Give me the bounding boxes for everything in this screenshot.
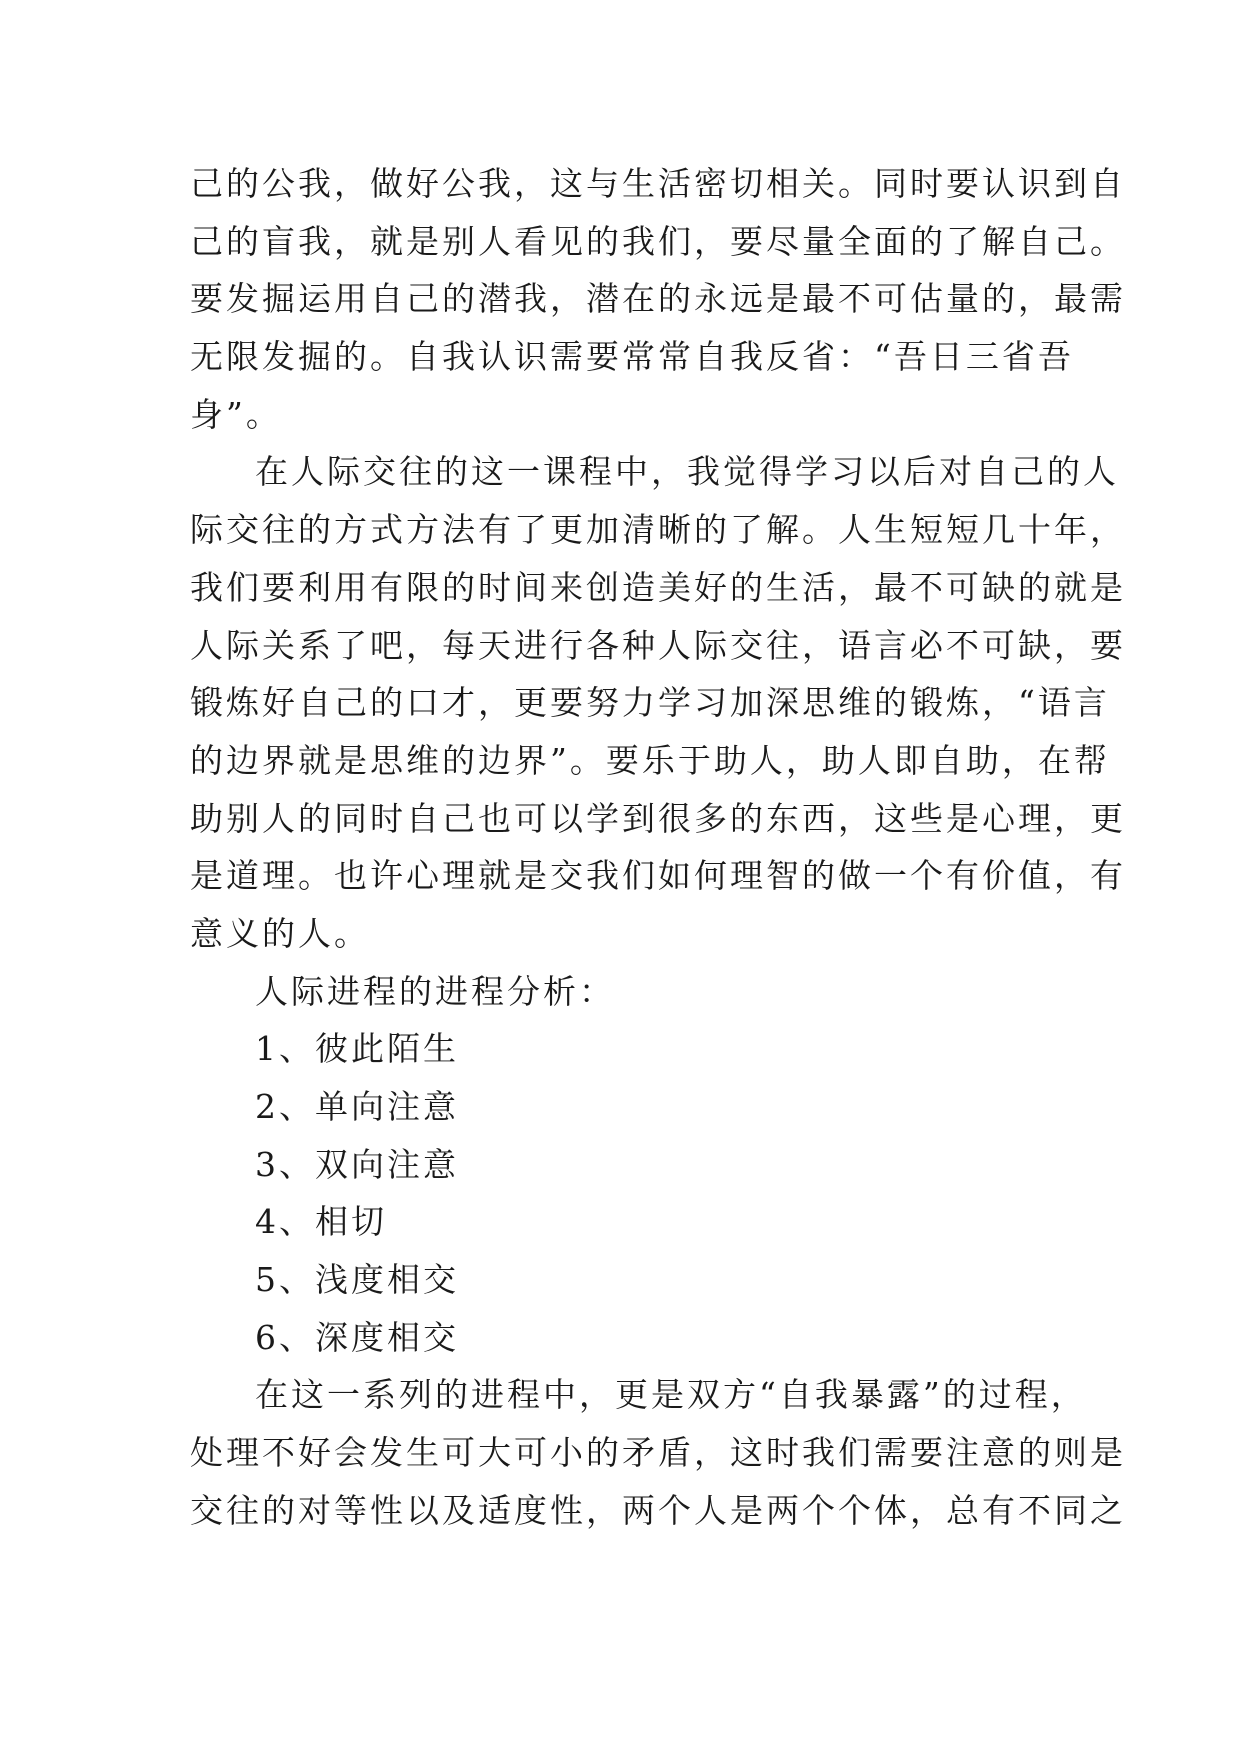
list-item: 4、相切 — [255, 1202, 387, 1242]
paragraph-start-line: 在人际交往的这一课程中，我觉得学习以后对自己的人 — [255, 452, 1119, 492]
list-item: 1、彼此陌生 — [255, 1029, 459, 1069]
list-item: 6、深度相交 — [255, 1317, 459, 1357]
text-line: 己的公我，做好公我，这与生活密切相关。同时要认识到自 — [190, 164, 1126, 203]
text-line: 意义的人。 — [190, 913, 370, 953]
text-line: 际交往的方式方法有了更加清晰的了解。人生短短几十年， — [190, 510, 1126, 550]
text-line: 己的盲我，就是别人看见的我们，要尽量全面的了解自己。 — [190, 221, 1126, 261]
text-line: 要发掘运用自己的潜我，潜在的永远是最不可估量的，最需 — [190, 279, 1126, 319]
text-line: 是道理。也许心理就是交我们如何理智的做一个有价值，有 — [190, 856, 1126, 896]
text-line: 交往的对等性以及适度性，两个人是两个个体，总有不同之 — [190, 1490, 1126, 1530]
text-line: 处理不好会发生可大可小的矛盾，这时我们需要注意的则是 — [190, 1433, 1126, 1473]
section-heading-line: 人际进程的进程分析： — [255, 971, 615, 1011]
list-item: 2、单向注意 — [255, 1087, 459, 1126]
paragraph-start-line: 在这一系列的进程中，更是双方“自我暴露”的过程， — [255, 1375, 1087, 1415]
text-line: 无限发掘的。自我认识需要常常自我反省：“吾日三省吾 — [190, 337, 1074, 377]
list-item: 5、浅度相交 — [255, 1260, 459, 1300]
text-line: 身”。 — [190, 394, 282, 434]
text-line: 人际关系了吧，每天进行各种人际交往，语言必不可缺，要 — [190, 625, 1126, 665]
text-line: 的边界就是思维的边界”。要乐于助人，助人即自助，在帮 — [190, 740, 1110, 780]
text-line: 我们要利用有限的时间来创造美好的生活，最不可缺的就是 — [190, 567, 1126, 607]
text-line: 锻炼好自己的口才，更要努力学习加深思维的锻炼，“语言 — [190, 683, 1110, 723]
list-item: 3、双向注意 — [255, 1144, 459, 1184]
text-line: 助别人的同时自己也可以学到很多的东西，这些是心理，更 — [190, 798, 1126, 838]
document-body — [190, 155, 1126, 1540]
